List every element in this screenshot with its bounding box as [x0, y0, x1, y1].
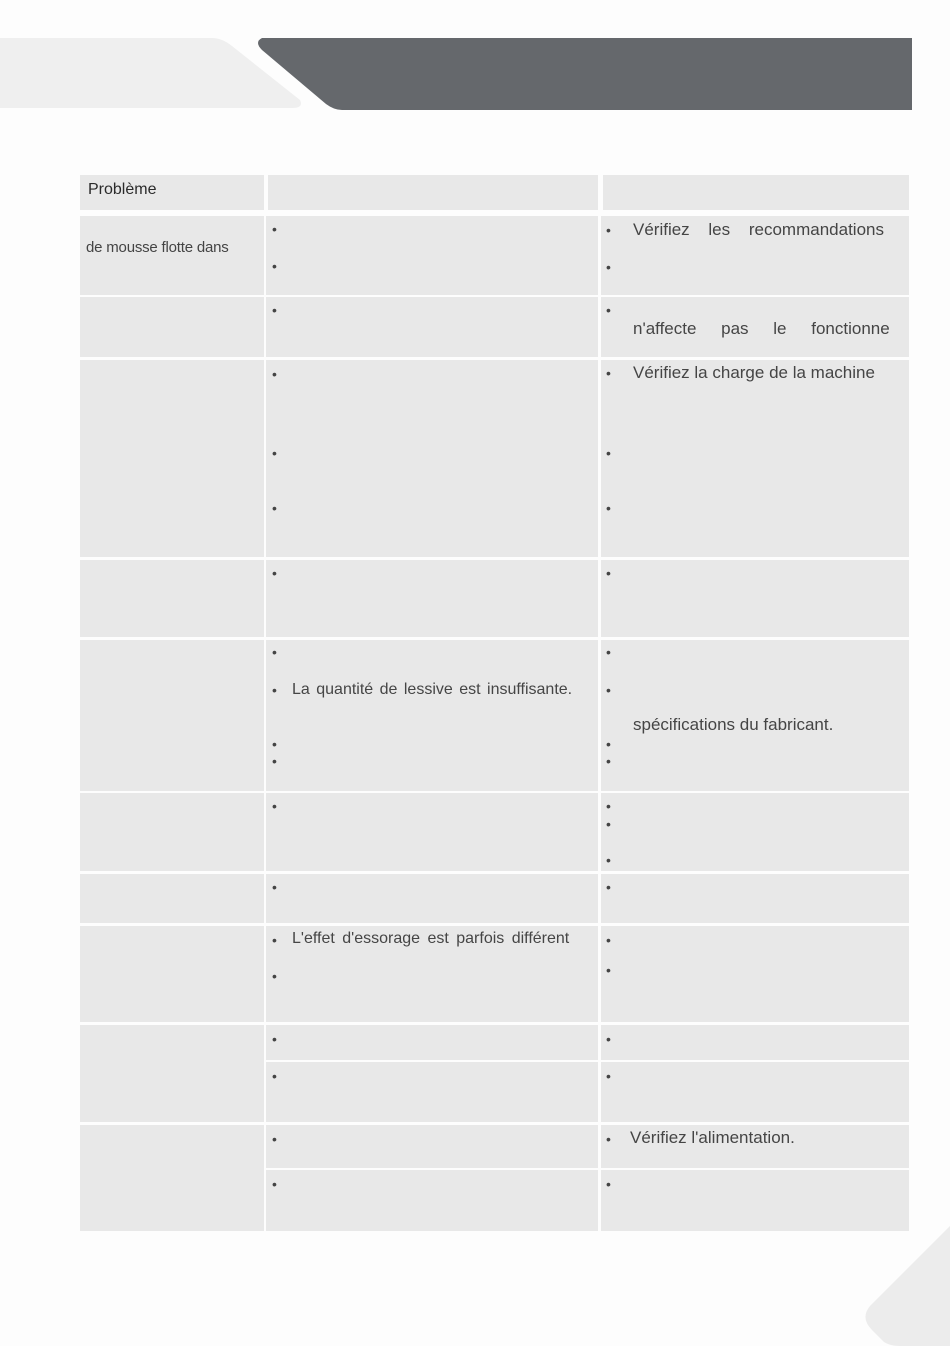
row10a-cause-cell: [266, 1125, 598, 1168]
bullet: •: [606, 259, 611, 275]
bullet: •: [272, 932, 277, 948]
row7-problem-cell: [80, 874, 264, 923]
page-corner-tab: [860, 1226, 950, 1346]
bullet: •: [272, 682, 277, 698]
bullet: •: [272, 366, 277, 382]
bullet: •: [606, 753, 611, 769]
row6-cause-cell: [266, 793, 598, 871]
bullet: •: [272, 565, 277, 581]
row5-cause-cell: [266, 640, 598, 791]
header-banner: [0, 0, 950, 120]
row4-problem-cell: [80, 560, 264, 637]
bullet: •: [272, 258, 277, 274]
row8-problem-cell: [80, 926, 264, 1022]
bullet: •: [272, 221, 277, 237]
bullet: •: [272, 1068, 277, 1084]
row10-solution-text: Vérifiez l'alimentation.: [630, 1128, 795, 1147]
row1-problem-text: de mousse flotte dans: [86, 239, 229, 256]
header-cell-problem: [80, 175, 264, 210]
bullet: •: [606, 302, 611, 318]
row10b-cause-cell: [266, 1170, 598, 1231]
bullet: •: [606, 644, 611, 660]
bullet: •: [606, 1176, 611, 1192]
row9a-cause-cell: [266, 1025, 598, 1060]
bullet: •: [272, 445, 277, 461]
bullet: •: [272, 1176, 277, 1192]
header-cell-solution: [603, 175, 909, 210]
bullet: •: [272, 736, 277, 752]
bullet: •: [606, 816, 611, 832]
row10b-solution-cell: [601, 1170, 909, 1231]
row9a-solution-cell: [601, 1025, 909, 1060]
row4-cause-cell: [266, 560, 598, 637]
bullet: •: [606, 222, 611, 238]
bullet: •: [272, 798, 277, 814]
row3-solution-cell: [601, 360, 909, 557]
bullet: •: [272, 1031, 277, 1047]
row8-cause-text: L'effet d'essorage est parfois différent: [292, 930, 570, 947]
bullet: •: [272, 644, 277, 660]
row3-problem-cell: [80, 360, 264, 557]
row1-problem-cell: [80, 216, 264, 295]
row7-cause-cell: [266, 874, 598, 923]
bullet: •: [272, 1131, 277, 1147]
bullet: •: [272, 879, 277, 895]
bullet: •: [606, 445, 611, 461]
row6-solution-cell: [601, 793, 909, 871]
bullet: •: [606, 962, 611, 978]
row10-problem-cell: [80, 1125, 264, 1231]
banner-light-tab: [0, 38, 301, 108]
bullet: •: [606, 565, 611, 581]
row1-solution-line: Vérifiez les recommandations: [633, 220, 884, 239]
bullet: •: [272, 500, 277, 516]
bullet: •: [606, 736, 611, 752]
bullet: •: [272, 302, 277, 318]
bullet: •: [606, 932, 611, 948]
row2-solution-text: n'affecte pas le fonctionne: [633, 319, 890, 338]
bullet: •: [606, 365, 611, 381]
bullet: •: [606, 1068, 611, 1084]
row2-problem-cell: [80, 297, 264, 357]
bullet: •: [272, 968, 277, 984]
row3-solution-text: Vérifiez la charge de la machine: [633, 363, 875, 382]
row7-solution-cell: [601, 874, 909, 923]
row8-solution-cell: [601, 926, 909, 1022]
bullet: •: [606, 798, 611, 814]
row9b-cause-cell: [266, 1062, 598, 1122]
row3-cause-cell: [266, 360, 598, 557]
header-problem-label: Problème: [88, 181, 157, 198]
row5-solution-text: spécifications du fabricant.: [633, 715, 834, 734]
row4-solution-cell: [601, 560, 909, 637]
bullet: •: [606, 1131, 611, 1147]
row1-cause-cell: [266, 216, 598, 295]
bullet: •: [606, 879, 611, 895]
row6-problem-cell: [80, 793, 264, 871]
bullet: •: [606, 852, 611, 868]
banner-dark-bar: [258, 38, 912, 110]
bullet: •: [606, 1031, 611, 1047]
row9b-solution-cell: [601, 1062, 909, 1122]
row9-problem-cell: [80, 1025, 264, 1122]
row5-problem-cell: [80, 640, 264, 791]
row1-solution-text: [633, 220, 903, 240]
row2-cause-cell: [266, 297, 598, 357]
bullet: •: [272, 753, 277, 769]
header-cell-cause: [268, 175, 598, 210]
row5-cause-text: La quantité de lessive est insuffisante.: [292, 681, 573, 698]
bullet: •: [606, 682, 611, 698]
bullet: •: [606, 500, 611, 516]
